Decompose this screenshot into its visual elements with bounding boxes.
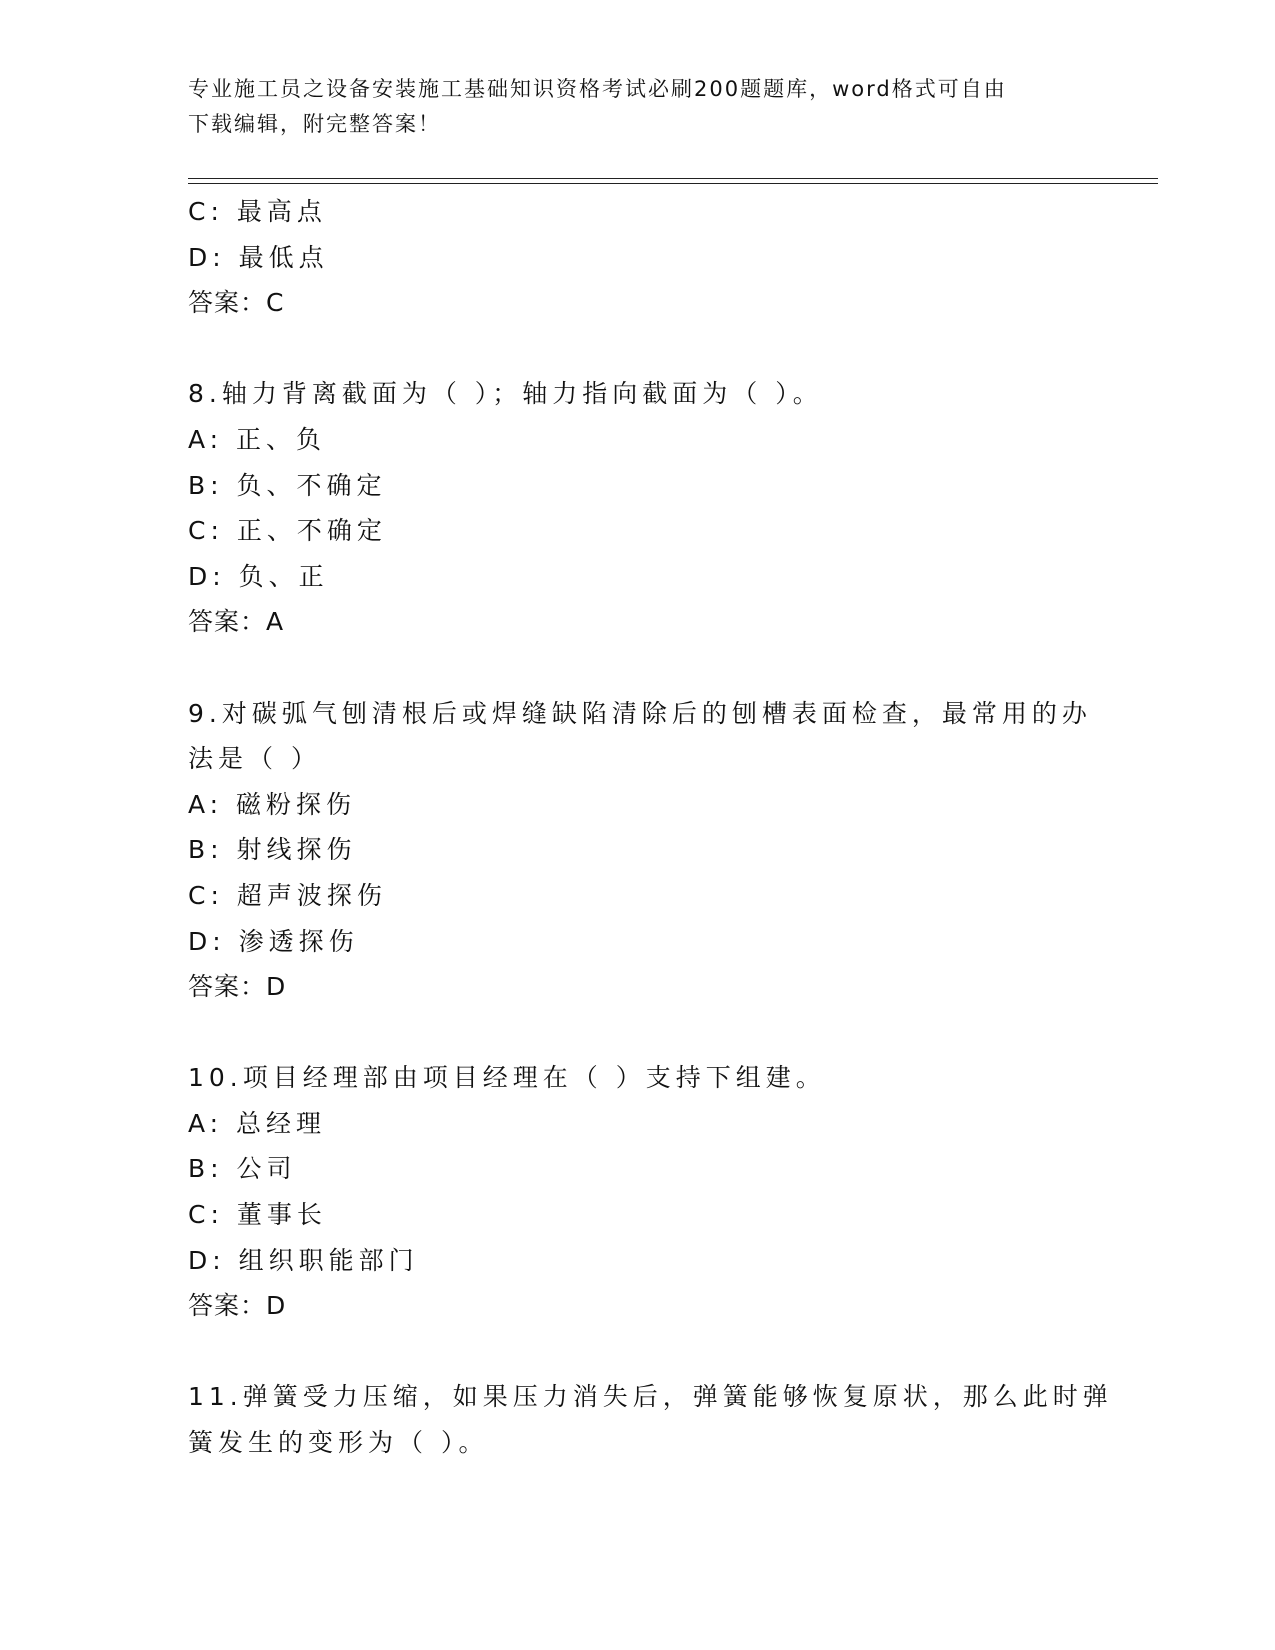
option-c: C: 最高点 [188, 197, 327, 226]
header-line-1: 专业施工员之设备安装施工基础知识资格考试必刷200题题库，word格式可自由 [188, 77, 1007, 101]
answer: 答案：D [188, 972, 287, 1002]
question-stem-line-1: 9.对碳弧气刨清根后或焊缝缺陷清除后的刨槽表面检查，最常用的办 [188, 698, 1092, 728]
question-10 [188, 1055, 1088, 1329]
answer: 答案：C [188, 288, 285, 318]
option-c: C: 董事长 [188, 1200, 327, 1230]
option-c: C: 超声波探伤 [188, 880, 387, 910]
question-spacer [188, 1010, 1088, 1056]
option-d: D: 最低点 [188, 242, 329, 272]
question-stem-line-2: 簧发生的变形为（ ）。 [188, 1428, 489, 1458]
question-list [188, 189, 1113, 1466]
header-divider-top [188, 178, 1158, 179]
option-b: B: 负、不确定 [188, 470, 387, 500]
question-stem-line-2: 法是（ ） [188, 744, 321, 774]
question-stem-line-1: 11.弹簧受力压缩，如果压力消失后，弹簧能够恢复原状，那么此时弹 [188, 1382, 1113, 1412]
option-a: A: 正、负 [188, 424, 327, 454]
header-divider-bottom [188, 183, 1158, 184]
option-d: D: 渗透探伤 [188, 926, 359, 956]
option-b: B: 射线探伤 [188, 835, 357, 865]
question-spacer [188, 645, 1088, 691]
question-7-tail [188, 189, 1088, 326]
question-stem: 10.项目经理部由项目经理在（ ）支持下组建。 [188, 1063, 826, 1093]
option-a: A: 磁粉探伤 [188, 789, 357, 819]
question-9 [188, 691, 1092, 1010]
option-c: C: 正、不确定 [188, 516, 387, 546]
option-d: D: 组织职能部门 [188, 1245, 419, 1275]
answer: 答案：A [188, 607, 285, 637]
option-a: A: 总经理 [188, 1108, 327, 1138]
question-11 [188, 1374, 1113, 1465]
document-header [188, 72, 1088, 142]
question-spacer [188, 326, 1088, 372]
option-b: B: 公司 [188, 1154, 297, 1184]
header-line-2: 下载编辑，附完整答案！ [188, 112, 441, 136]
answer: 答案：D [188, 1291, 287, 1321]
question-spacer [188, 1329, 1088, 1375]
question-stem: 8.轴力背离截面为（ ）；轴力指向截面为（ ）。 [188, 379, 823, 409]
question-8 [188, 371, 1088, 645]
option-d: D: 负、正 [188, 561, 329, 591]
